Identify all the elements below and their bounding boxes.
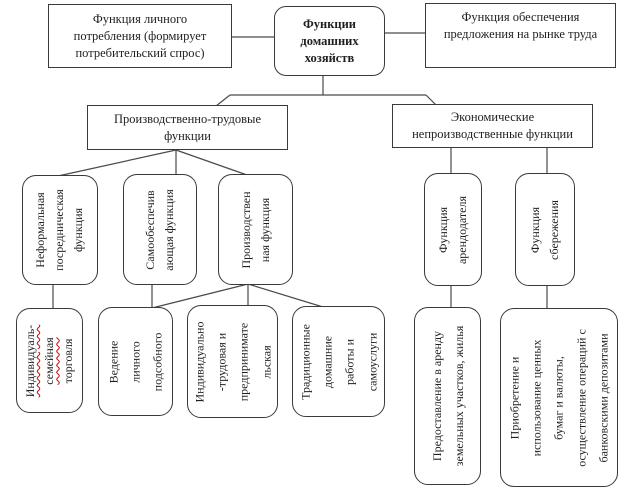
node-label-line: непроизводственные функции xyxy=(412,127,573,141)
node-label: Индивидуально -трудовая и предпринимате льская xyxy=(192,321,273,402)
node-household-functions-root xyxy=(274,6,385,76)
node-individual-family-trade xyxy=(16,308,83,413)
node-rent-land-housing xyxy=(414,307,481,485)
connector-a3-b4 xyxy=(248,284,323,307)
node-personal-subsidiary xyxy=(98,307,173,416)
node-savings-function xyxy=(515,173,575,286)
node-production-function xyxy=(218,174,293,285)
node-label: Неформальная посредническая функция xyxy=(33,189,86,271)
node-label-line: функции xyxy=(164,128,211,143)
node-label-line: Функция личного xyxy=(92,11,188,26)
node-labor-supply xyxy=(425,3,616,68)
node-label-line: потребления (формирует xyxy=(73,28,207,43)
node-production-labor-functions xyxy=(87,105,288,150)
node-label-line: предложения на рынке труда xyxy=(443,27,598,41)
node-label: Функция сбережения xyxy=(527,199,561,260)
node-traditional-housework xyxy=(292,306,385,417)
node-label: Ведение личного подсобного xyxy=(106,332,165,391)
connector-l1-a3 xyxy=(176,150,247,175)
node-label-line: потребительский спрос) xyxy=(75,45,205,60)
node-label-line: Производственно-трудовые xyxy=(113,111,262,126)
node-label: Производствен ная функция xyxy=(238,190,272,269)
node-personal-consumption xyxy=(48,4,232,68)
node-economic-nonproduction-functions xyxy=(392,104,593,148)
node-individual-labor-entrepreneurship xyxy=(187,305,278,418)
node-label: Самообеспечив ающая функция xyxy=(142,188,176,271)
node-label: Традиционные домашние работы и самоуслуги xyxy=(298,323,379,400)
node-securities-deposits xyxy=(500,308,618,487)
node-label-line: Функции xyxy=(303,16,356,31)
node-self-sufficiency xyxy=(123,174,197,285)
node-label-line: хозяйств xyxy=(304,50,355,65)
node-label: Индивидуаль- семейная торговля xyxy=(22,324,76,397)
node-label: Функция арендодателя xyxy=(435,195,469,264)
node-label: Предоставление в аренду земельных участков, жилья xyxy=(429,325,466,467)
node-label-line: Экономические xyxy=(450,110,535,124)
node-informal-intermediary xyxy=(22,175,98,285)
connector-l1-a1 xyxy=(58,150,176,176)
node-label: Приобретение и использование ценных бумаг и валюты, осуществление операций с банковскими депозитами xyxy=(507,328,611,467)
node-label-line: Функция обеспечения xyxy=(461,10,580,24)
node-landlord-function xyxy=(424,173,482,286)
node-label-line: домашних xyxy=(300,33,359,48)
